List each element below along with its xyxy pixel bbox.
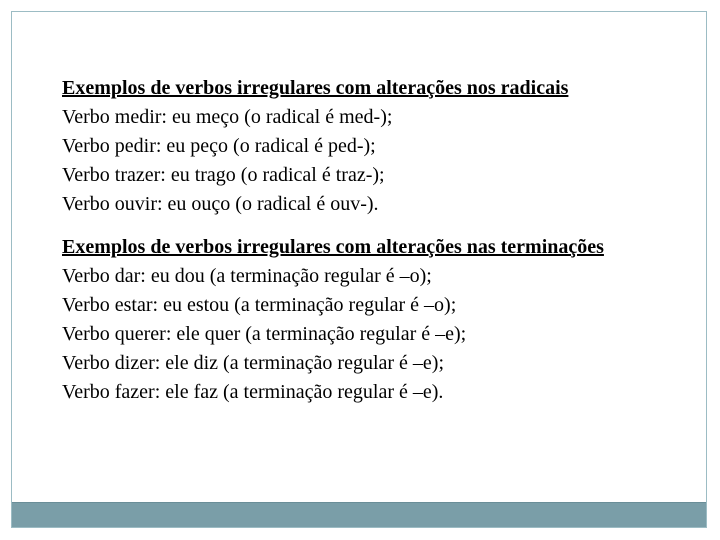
example-line: Verbo medir: eu meço (o radical é med-); (62, 106, 393, 128)
section-heading-terminacoes: Exemplos de verbos irregulares com alterações nas terminações (62, 236, 604, 258)
section-radicais (62, 74, 672, 219)
example-line: Verbo dar: eu dou (a terminação regular é –o); (62, 265, 432, 287)
slide-content (62, 74, 672, 407)
example-line: Verbo trazer: eu trago (o radical é traz-); (62, 164, 385, 186)
example-line: Verbo estar: eu estou (a terminação regular é –o); (62, 294, 457, 316)
example-line: Verbo fazer: ele faz (a terminação regular é –e). (62, 381, 444, 403)
example-line: Verbo ouvir: eu ouço (o radical é ouv-). (62, 193, 379, 215)
slide-footer-bar (12, 502, 706, 527)
example-line: Verbo pedir: eu peço (o radical é ped-); (62, 135, 376, 157)
slide (11, 11, 707, 528)
section-terminacoes (62, 233, 672, 407)
section-heading-radicais: Exemplos de verbos irregulares com alterações nos radicais (62, 77, 569, 99)
example-line: Verbo dizer: ele diz (a terminação regular é –e); (62, 352, 445, 374)
example-line: Verbo querer: ele quer (a terminação regular é –e); (62, 323, 467, 345)
